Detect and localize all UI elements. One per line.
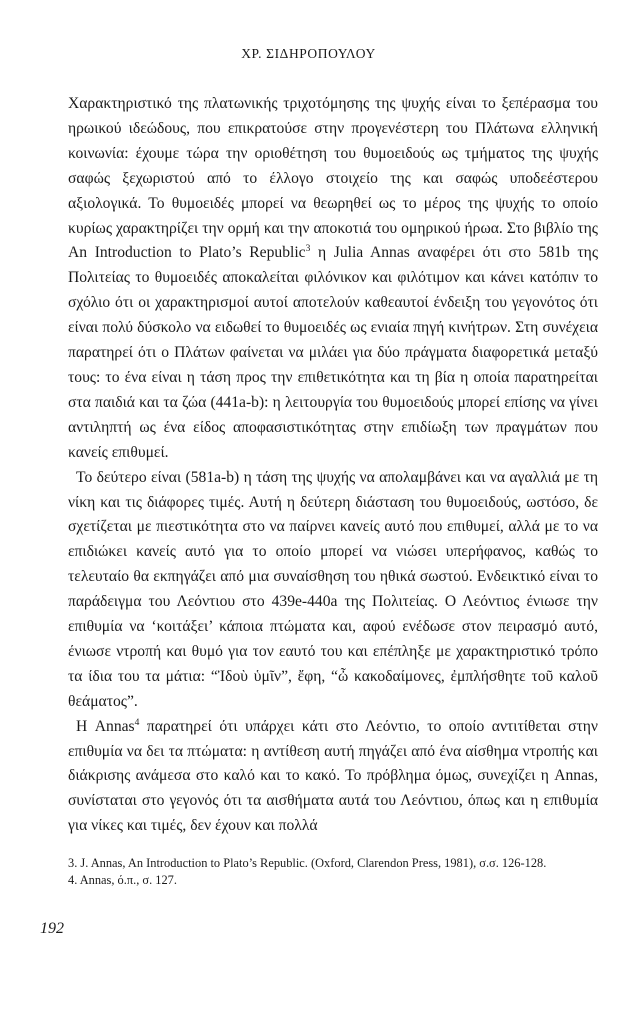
paragraph-3	[68, 715, 598, 840]
paragraph-3-text: Η Annas	[76, 717, 135, 735]
footnote-ref-3[interactable]: 3	[305, 244, 311, 255]
footnotes	[68, 855, 598, 889]
paragraph-1	[68, 92, 598, 466]
footnote-4: 4. Annas, ό.π., σ. 127.	[68, 873, 177, 887]
paragraph-1-text: Χαρακτηριστικό της πλατωνικής τριχοτόμησης της ψυχής είναι το ξεπέρασμα του ηρωικού ιδεώδους, που επικρατούσε στην προγενέστερη του Πλάτωνα ελληνική κοινωνία: έχουμε τώρα την οριοθέτηση του θυμοειδούς ως τμήματος της ψυχής σαφώς ξεχωριστού από το έλλογο στοιχείο της και σαφώς υποδεέστερου αξιολογικά. Το θυμοειδές μπορεί να θεωρηθεί ως το μέρος της ψυχής το οποίο κυρίως χαρακτηρίζει την ορμή και την αποκοτιά του ομηρικού ήρωα. Στο βιβλίο της An Introduction to Plato’s Republic	[68, 95, 598, 262]
running-head: ΧΡ. ΣΙΔΗΡΟΠΟΥΛΟΥ	[241, 46, 376, 61]
paragraph-2-text: Το δεύτερο είναι (581a-b) η τάση της ψυχής να απολαμβάνει και να αγαλλιά με τη νίκη και τις διάφορες τιμές. Αυτή η δεύτερη διάσταση του θυμοειδούς, ωστόσο, δε σχετίζεται με πιεστικότητα στο να παίρνει κανείς αυτό που επιθυμεί, αλλά με το να επιδιώκει κανείς αυτό για το οποίο μπορεί να νιώσει υπερήφανος, καθώς το τελευταίο θα εκπηγάζει από μια συναίσθηση του ηθικά σωστού. Ενδεικτικό είναι το παράδειγμα του Λεόντιου στο 439e-440a της Πολιτείας. Ο Λεόντιος ένιωσε την επιθυμία να ‘κοιτάξει’ κάποια πτώματα και, αφού ενέδωσε στον πειρασμό αυτό, ένιωσε ντροπή και θυμό για τον εαυτό του και επέπληξε με χαρακτηριστικό τρόπο τα ίδια του τα μάτια: “Ἰδοὺ ὑμῖν”, ἔφη, “ὦ κακοδαίμονες, ἐμπλήσθητε τοῦ καλοῦ θεάματος”.	[68, 468, 598, 710]
page-number: 192	[40, 920, 64, 937]
paragraph-1-text-cont: η Julia Annas αναφέρει ότι στο 581b της Πολιτείας το θυμοειδές αποκαλείται φιλόνικον και φιλότιμον και κάνει κατόπιν το σχόλιο ότι οι χαρακτηρισμοί αυτοί αποτελούν καθεαυτοί ένδειξη του γεγονότος ότι είναι πολύ δύσκολο να ειδωθεί το θυμοειδές ως ενιαία πηγή κινήτρων. Στη συνέχεια παρατηρεί ότι ο Πλάτων φαίνεται να μιλάει για δύο πράγματα διαφορετικά μεταξύ τους: το ένα είναι η τάση προς την επιθετικότητα και τη βία η οποία παρατηρείται στα παιδιά και τα ζώα (441a-b): η λειτουργία του θυμοειδούς μπορεί επίσης να γίνει αντιληπτή ως ένα είδος αποφασιστικότητας στην επιδίωξη των πραγμάτων που κανείς επιθυμεί.	[68, 244, 598, 461]
footnote-3: 3. J. Annas, An Introduction to Plato’s Republic. (Oxford, Clarendon Press, 1981), σ.σ. 126-128.	[68, 856, 547, 870]
paragraph-3-text-cont: παρατηρεί ότι υπάρχει κάτι στο Λεόντιο, το οποίο αντιτίθεται στην επιθυμία να δει τα πτώματα: η αντίθεση αυτή πηγάζει από ένα αίσθημα ντροπής και διάκρισης ανάμεσα στο καλό και το κακό. Το πρόβλημα όμως, συνεχίζει η Annas, συνίσταται στο γεγονός ότι τα αισθήματα αυτά του Λεόντιου, όπως και η επιθυμία για νίκες και τιμές, δεν έχουν και πολλά	[68, 717, 598, 835]
paragraph-2	[68, 466, 598, 715]
body-text	[68, 92, 598, 839]
footnote-ref-4[interactable]: 4	[134, 717, 140, 728]
